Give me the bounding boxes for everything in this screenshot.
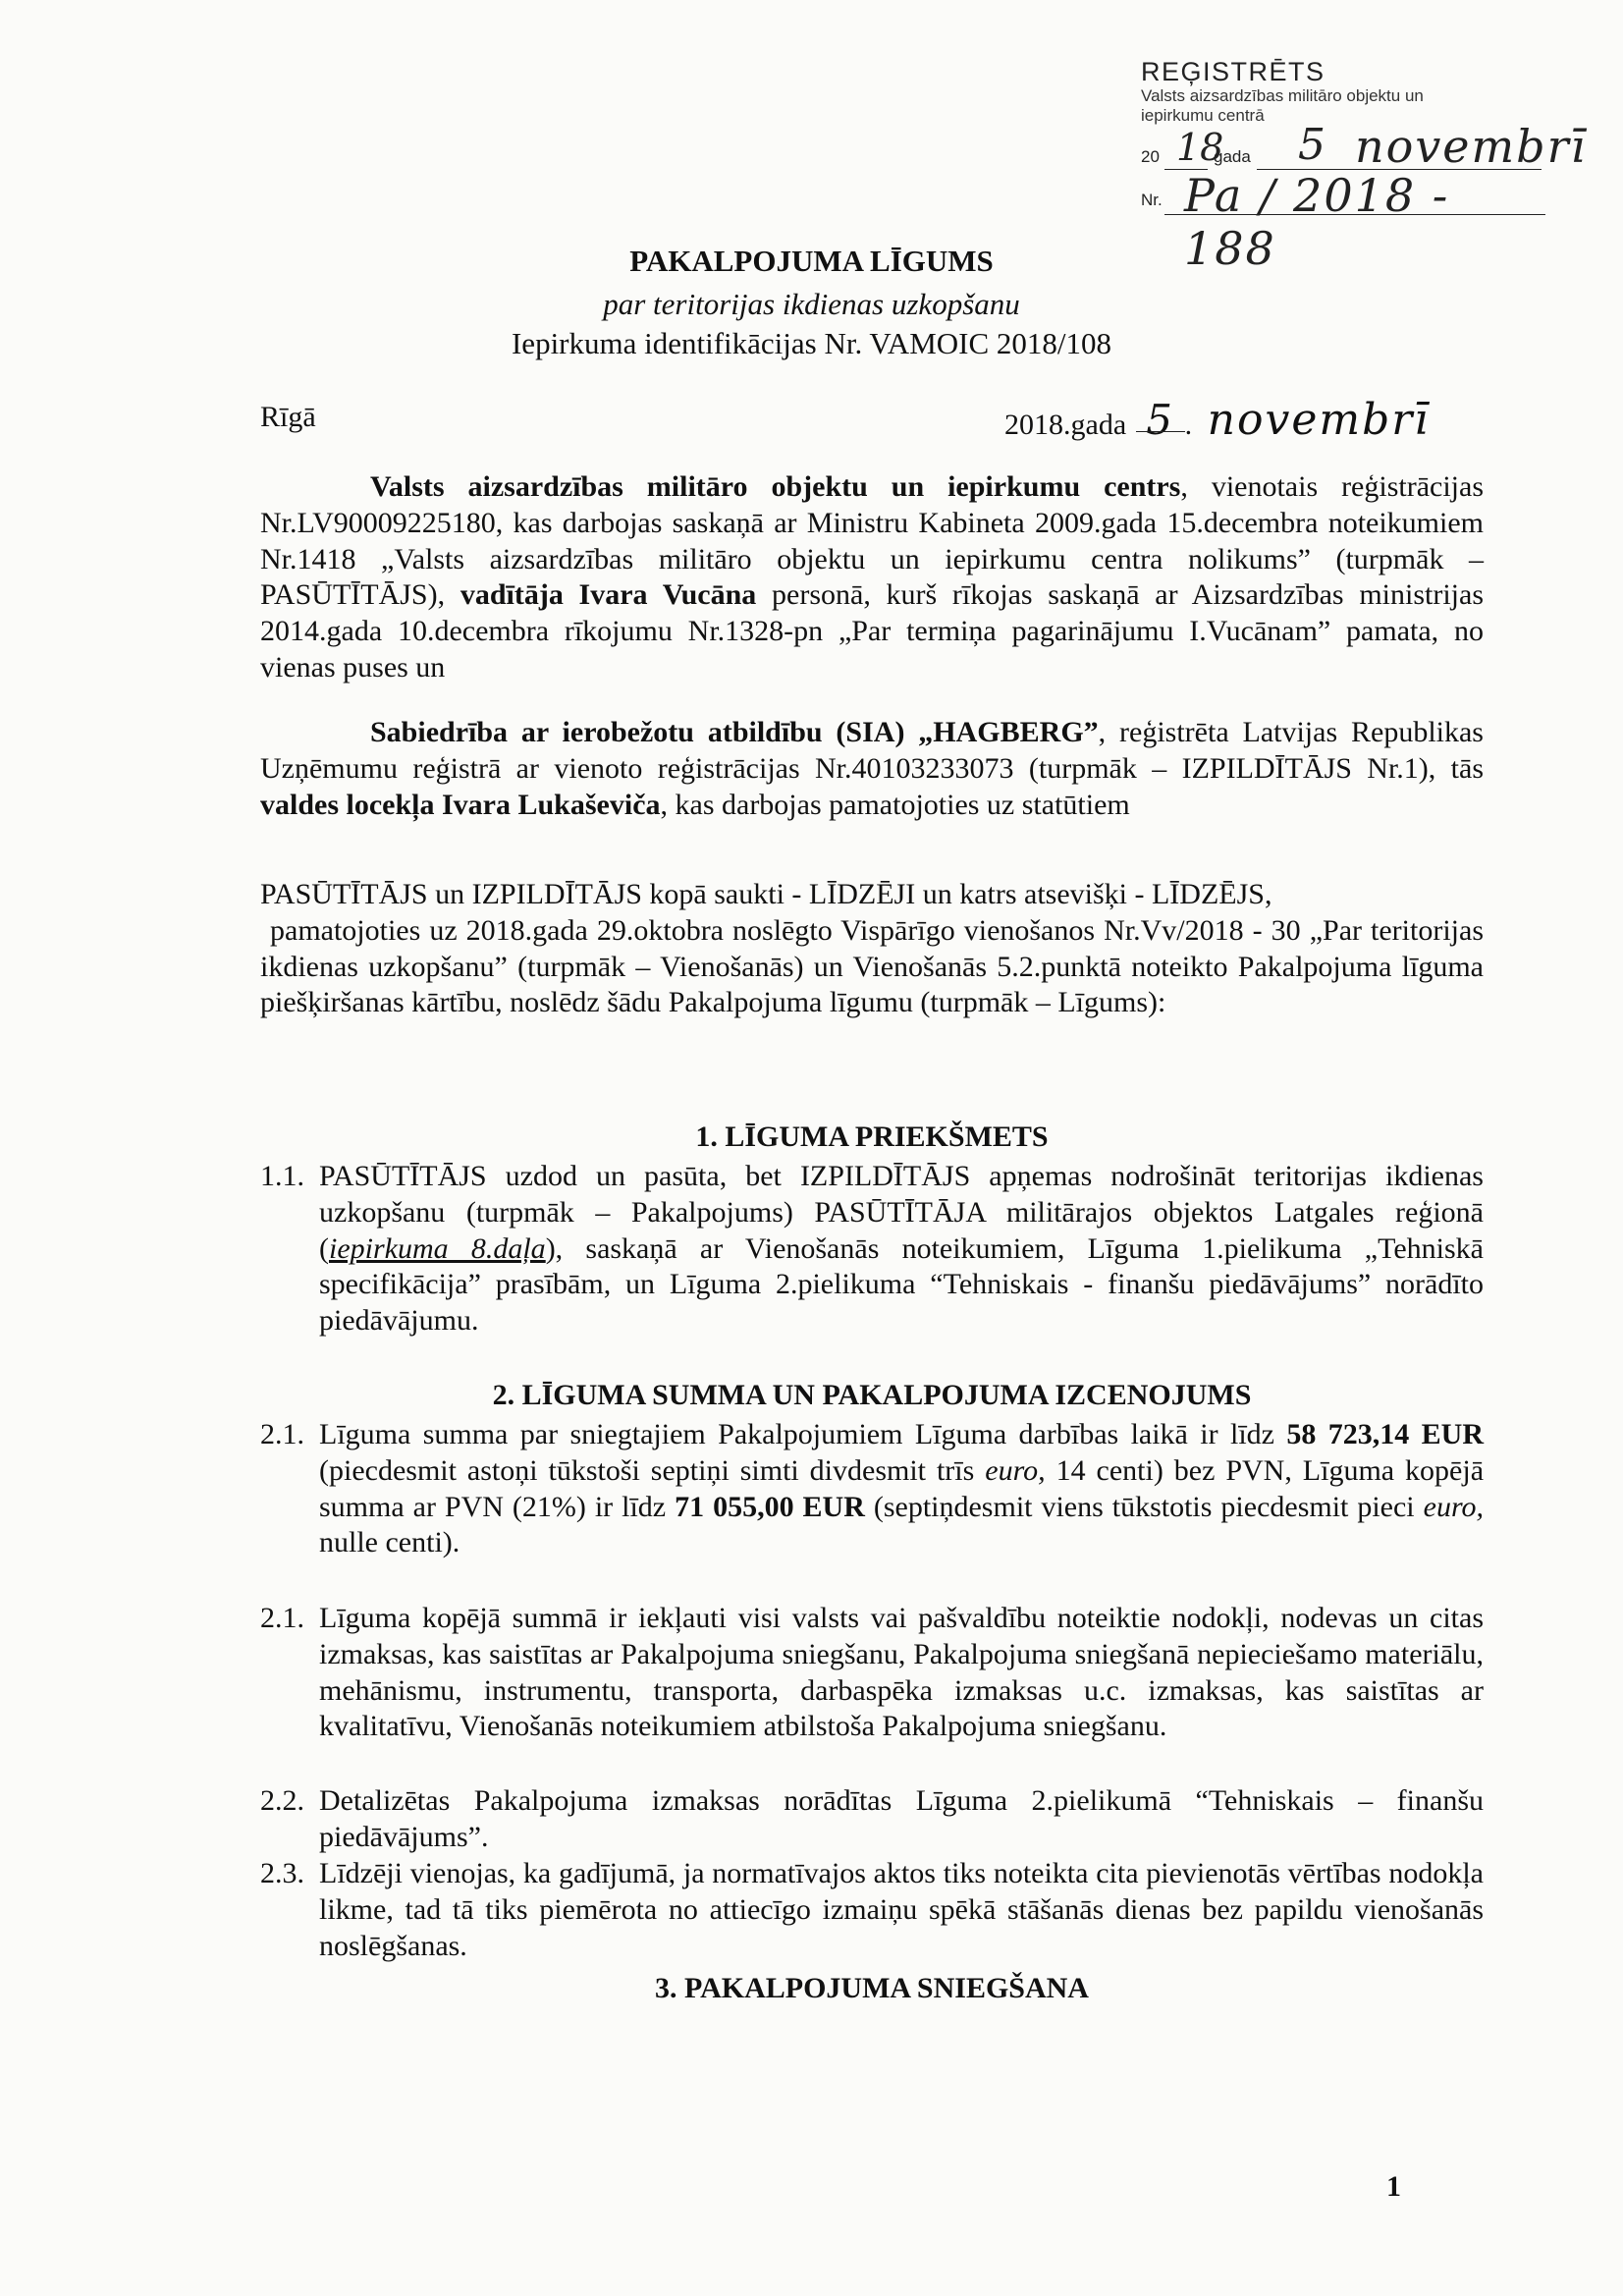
amount-with-vat: 71 055,00 EUR xyxy=(675,1490,865,1523)
clause-2-3: 2.3. Līdzēji vienojas, ka gadījumā, ja normatīvajos aktos tiks noteikta cita pievienotās vērtības nodokļa likme, tad tā tiks piemērota no attiecīgo izmaiņu spēkā stāšanās dienas bez papildu vienošanās noslēgšanas. xyxy=(260,1857,1484,1962)
clause-number: 2.3. xyxy=(260,1857,304,1889)
clause-1-1: 1.1. PASŪTĪTĀJS uzdod un pasūta, bet IZPILDĪTĀJS apņemas nodrošināt teritorijas ikdienas uzkopšanu (turpmāk – Pakalpojums) PASŪTĪTĀJA militārajos objektos Latgales reģionā (iepirkuma 8.daļa), saskaņā ar Vienošanās noteikumiem, Līguma 1.pielikuma „Tehniskā specifikācija” prasībām, un Līguma 2.pielikuma “Tehniskais - finanšu piedāvājums” norādīto piedāvājumu. xyxy=(260,1160,1484,1338)
stamp-date-row xyxy=(1141,120,1588,173)
stamp-year-prefix: 20 xyxy=(1141,147,1160,166)
stamp-day-handwritten: 5 xyxy=(1298,120,1325,170)
clause-number: 2.2. xyxy=(260,1784,304,1817)
party2-representative: valdes locekļa Ivara Lukaševiča xyxy=(260,788,661,821)
party2-name: Sabiedrība ar ierobežotu atbildību (SIA) „HAGBERG” xyxy=(370,716,1099,748)
section1-heading: 1. LĪGUMA PRIEKŠMETS xyxy=(695,1121,1049,1153)
page-number: 1 xyxy=(1386,2170,1401,2203)
date-prefix: 2018.gada xyxy=(1004,409,1127,441)
party2-paragraph: Sabiedrība ar ierobežotu atbildību (SIA) „HAGBERG”, reģistrēta Latvijas Republikas Uzņēmumu reģistrā ar vienoto reģistrācijas Nr.40103233073 (turpmāk – IZPILDĪTĀJS Nr.1), tās valdes locekļa Ivara Lukaševiča, kas darbojas pamatojoties uz statūtiem xyxy=(260,716,1484,821)
stamp-title: REĢISTRĒTS xyxy=(1141,57,1325,86)
clause-number: 2.1. xyxy=(260,1418,304,1450)
clause-2-1: 2.1. Līguma summa par sniegtajiem Pakalpojumiem Līguma darbības laikā ir līdz 58 723,14 EUR (piecdesmit astoņi tūkstoši septiņi simti divdesmit trīs euro, 14 centi) bez PVN, Līguma kopējā summa ar PVN (21%) ir līdz 71 055,00 EUR (septiņdesmit viens tūkstotis piecdesmit pieci euro, nulle centi). xyxy=(260,1418,1485,1559)
document-title: PAKALPOJUMA LĪGUMS xyxy=(629,244,994,278)
stamp-year-handwritten: 18 xyxy=(1176,126,1224,169)
procurement-id: Iepirkuma identifikācijas Nr. VAMOIC 2018/108 xyxy=(511,326,1112,360)
date-day-handwritten: 5 xyxy=(1146,396,1172,444)
date-separator: . xyxy=(1184,409,1193,441)
stamp-number-row xyxy=(1141,169,1553,275)
parties-basis: pamatojoties uz 2018.gada 29.oktobra noslēgto Vispārīgo vienošanos Nr.Vv/2018 - 30 „Par teritorijas ikdienas uzkopšanu” (turpmāk – Vienošanās) un Vienošanās 5.2.punktā noteikto Pakalpojuma līguma piešķiršanas kārtību, noslēdz šādu Pakalpojuma līgumu (turpmāk – Līgums): xyxy=(260,913,1484,1019)
document-subtitle: par teritorijas ikdienas uzkopšanu xyxy=(603,287,1020,321)
section3-heading: 3. PAKALPOJUMA SNIEGŠANA xyxy=(655,1972,1089,2004)
party1-paragraph: Valsts aizsardzības militāro objektu un iepirkumu centrs, vienotais reģistrācijas Nr.LV90009225180, kas darbojas saskaņā ar Ministru Kabineta 2009.gada 15.decembra noteikumiem Nr.1418 „Valsts aizsardzības militāro objektu un iepirkumu centra nolikums” (turpmāk – PASŪTĪTĀJS), vadītāja Ivara Vucāna personā, kurš rīkojas saskaņā ar Aizsardzības ministrijas 2014.gada 10.decembra rīkojumu Nr.1328-pn „Par termiņa pagarinājumu I.Vucānam” pamata, no vienas puses un xyxy=(260,470,1484,683)
place-of-signing: Rīgā xyxy=(260,401,316,433)
party1-representative: vadītāja Ivara Vucāna xyxy=(460,578,757,612)
parties-paragraph xyxy=(260,877,1484,1021)
clause-2-2: 2.2. Detalizētas Pakalpojuma izmaksas norādītas Līguma 2.pielikumā “Tehniskais – finanšu piedāvājums”. xyxy=(260,1784,1484,1853)
stamp-number-handwritten: Pa / 2018 - 188 xyxy=(1184,169,1450,275)
procurement-part-reference: iepirkuma 8.daļa xyxy=(329,1231,546,1265)
registration-stamp xyxy=(1141,57,1588,275)
date-month-handwritten: novembrī xyxy=(1207,395,1431,445)
parties-definition: PASŪTĪTĀJS un IZPILDĪTĀJS kopā saukti - LĪDZĒJI un katrs atsevišķi - LĪDZĒJS, xyxy=(260,878,1272,910)
stamp-institution-line1: Valsts aizsardzības militāro objektu un xyxy=(1141,86,1424,105)
stamp-month-handwritten: novembrī xyxy=(1355,120,1588,173)
clause-number: 1.1. xyxy=(260,1160,304,1192)
party1-name: Valsts aizsardzības militāro objektu un iepirkumu centrs xyxy=(370,470,1181,503)
section2-heading: 2. LĪGUMA SUMMA UN PAKALPOJUMA IZCENOJUMS xyxy=(492,1379,1252,1411)
stamp-gada-label: gada xyxy=(1214,147,1251,166)
clause-2-1-b: 2.1. Līguma kopējā summā ir iekļauti visi valsts vai pašvaldību noteiktie nodokļi, nodevas un citas izmaksas, kas saistītas ar Pakalpojuma sniegšanu, Pakalpojuma sniegšanā nepieciešamo materiālu, mehānismu, instrumentu, transporta, darbaspēka izmaksas u.c. izmaksas, kas saistītas ar kvalitatīvu, Vienošanās noteikumiem atbilstoša Pakalpojuma sniegšanu. xyxy=(260,1602,1484,1743)
stamp-nr-label: Nr. xyxy=(1141,191,1163,209)
stamp-institution-line2: iepirkumu centrā xyxy=(1141,106,1265,125)
clause-number: 2.1. xyxy=(260,1602,304,1634)
signing-date xyxy=(1004,395,1430,445)
amount-without-vat: 58 723,14 EUR xyxy=(1286,1418,1485,1450)
